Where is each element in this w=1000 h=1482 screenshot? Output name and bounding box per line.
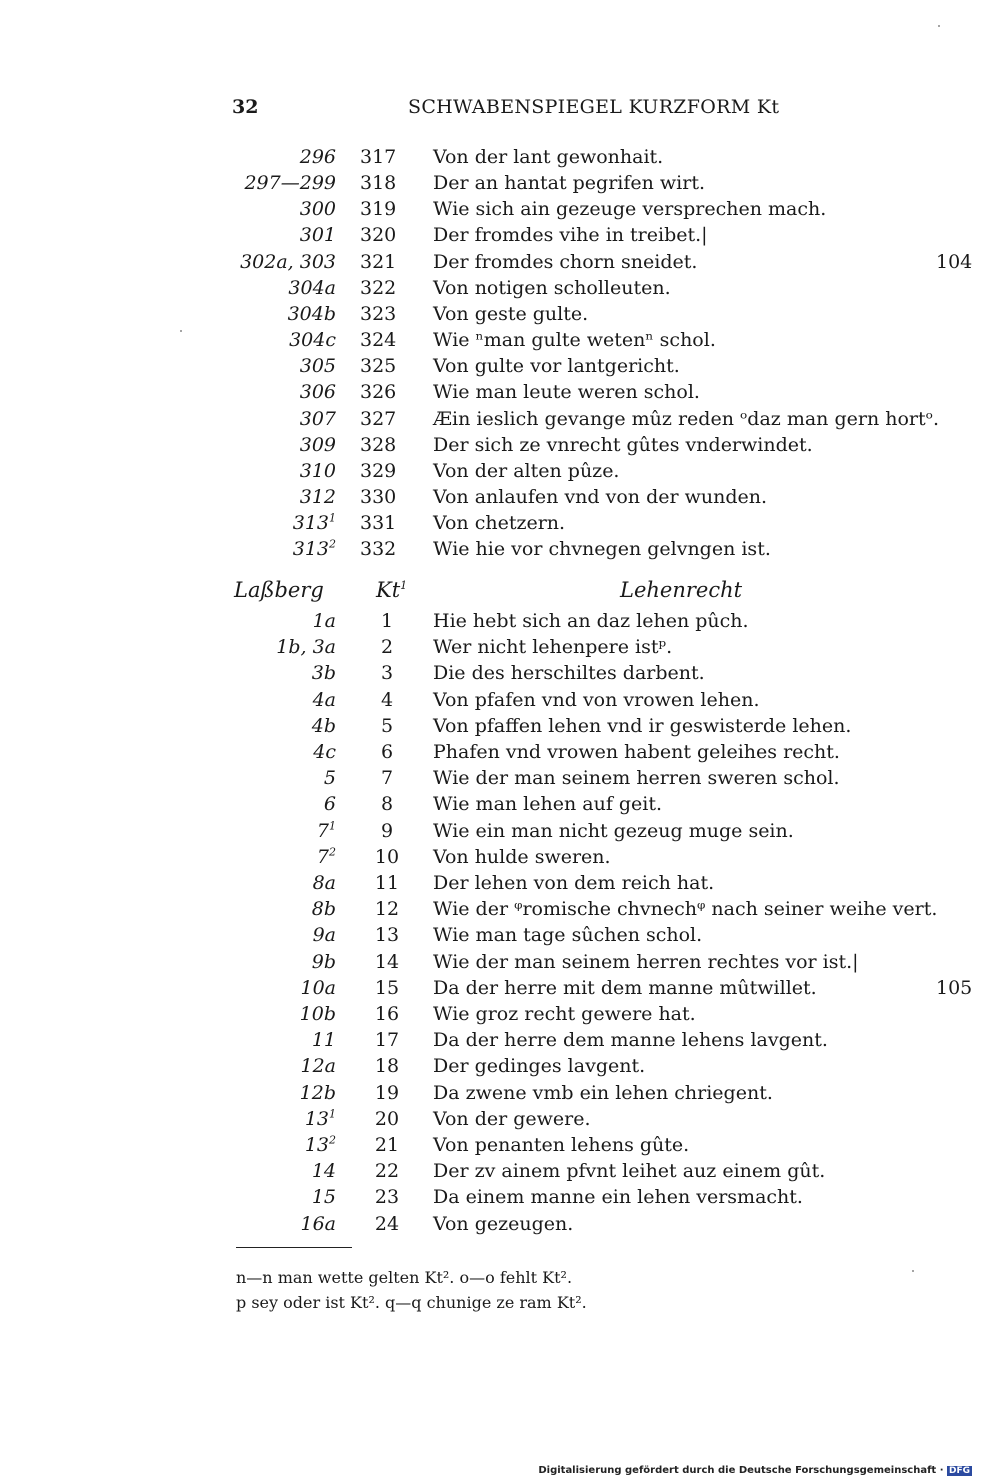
chapter-title: Der lehen von dem reich hat. [433, 872, 715, 894]
chapter-title: Da der herre dem manne lehens lavgent. [433, 1029, 828, 1052]
table-row [0, 846, 1000, 872]
table-row [0, 689, 1000, 715]
lassberg-ref: 306 [299, 381, 336, 404]
lassberg-ref: 309 [299, 433, 336, 456]
chapter-title: Von anlaufen vnd von der wunden. [433, 485, 768, 508]
lassberg-ref: 4b [311, 714, 336, 737]
column-heading-lassberg: Laßberg [234, 578, 324, 602]
footnote-divider [236, 1247, 352, 1248]
lassberg-ref: 10a [300, 976, 336, 999]
lassberg-ref: 304c [289, 329, 336, 352]
chapter-title: Von gulte vor lantgericht. [433, 355, 680, 378]
lassberg-ref: 312 [299, 485, 336, 508]
kt-number: 10 [374, 845, 400, 868]
lassberg-ref: 15 [311, 1186, 336, 1209]
table-row [0, 898, 1000, 924]
lassberg-ref: $313^1$ [292, 511, 336, 535]
lassberg-ref: 8b [311, 898, 336, 921]
table-row [0, 741, 1000, 767]
table-row [0, 872, 1000, 898]
chapter-title: Der gedinges lavgent. [433, 1055, 646, 1078]
kt-number: 19 [374, 1081, 400, 1104]
table-row [0, 512, 1000, 538]
chapter-title: Wie ⁿman gulte wetenⁿ schol. [433, 329, 716, 352]
lassberg-ref: 8a [312, 872, 336, 894]
table-row [0, 172, 1000, 198]
table-row [0, 636, 1000, 662]
dfg-logo-icon: DFG [948, 1466, 970, 1476]
table-row [0, 1213, 1000, 1239]
chapter-title: Von penanten lehens gûte. [433, 1134, 690, 1156]
kt-number: 22 [374, 1160, 400, 1183]
table-row [0, 924, 1000, 950]
chapter-title: Der fromdes chorn sneidet. [433, 250, 698, 273]
lassberg-ref: 9a [312, 924, 336, 947]
kt-number: 318 [360, 172, 397, 195]
table-row [0, 1108, 1000, 1134]
chapter-title: Hie hebt sich an daz lehen pûch. [433, 610, 749, 632]
kt-number: 325 [360, 355, 397, 378]
kt-number: 23 [374, 1186, 400, 1209]
lassberg-ref: $13^2$ [304, 1133, 336, 1156]
lassberg-ref: 1a [312, 610, 336, 632]
table-row [0, 662, 1000, 688]
chapter-title: Von der gewere. [433, 1107, 591, 1130]
table-row [0, 538, 1000, 564]
kt-number: 330 [360, 485, 397, 508]
lassberg-ref: 302a, 303 [240, 250, 336, 273]
kt-number: 14 [374, 950, 400, 973]
table-row [0, 951, 1000, 977]
running-head: SCHWABENSPIEGEL KURZFORM Kt [408, 96, 780, 118]
table-row [0, 381, 1000, 407]
kt-number: 6 [380, 741, 394, 763]
chapter-title: Phafen vnd vrowen habent geleihes recht. [433, 741, 840, 763]
table-row [0, 977, 1000, 1003]
lassberg-ref: 4a [312, 688, 336, 711]
kt-number: 8 [380, 793, 394, 816]
kt-number: 3 [380, 662, 394, 685]
chapter-title: Der an hantat pegrifen wirt. [433, 172, 706, 195]
table-row [0, 1055, 1000, 1081]
table-row [0, 198, 1000, 224]
lassberg-ref: 5 [323, 767, 336, 790]
kt-number: 321 [360, 250, 397, 273]
table-row [0, 793, 1000, 819]
lassberg-ref: 297—299 [244, 172, 336, 195]
kt-number: 326 [360, 381, 397, 404]
manuscript-folio-number: 105 [936, 976, 973, 999]
chapter-title: Von pfaffen lehen vnd ir geswisterde lehen. [433, 714, 852, 737]
table-row [0, 715, 1000, 741]
chapter-title: Von der alten pûze. [433, 459, 620, 482]
lassberg-ref: 304a [288, 276, 336, 299]
lassberg-ref: 10b [299, 1003, 336, 1025]
chapter-title: Wie der man seinem herren sweren schol. [433, 767, 840, 790]
chapter-title: Æin ieslich gevange mûz reden ᵒdaz man gern hortᵒ. [433, 407, 939, 430]
kt-number: 327 [360, 407, 397, 430]
chapter-title: Wie der man seinem herren rechtes vor ist.| [433, 950, 859, 973]
footer-text: Digitalisierung gefördert durch die Deutsche Forschungsgemeinschaft · [538, 1465, 944, 1476]
kt-number: 24 [374, 1212, 400, 1235]
lassberg-ref: 4c [313, 741, 336, 763]
kt-number: 5 [380, 714, 394, 737]
table-row [0, 1082, 1000, 1108]
chapter-title: Von gezeugen. [433, 1212, 574, 1235]
chapter-title: Von hulde sweren. [433, 845, 611, 868]
chapter-title: Da zwene vmb ein lehen chriegent. [433, 1081, 773, 1104]
lassberg-ref: $13^1$ [304, 1107, 336, 1130]
lassberg-ref: 6 [323, 793, 336, 816]
chapter-title: Wie sich ain gezeuge versprechen mach. [433, 198, 827, 221]
lassberg-ref: 300 [299, 198, 336, 221]
lassberg-ref: 1b, 3a [276, 636, 336, 659]
kt-number: 16 [374, 1003, 400, 1025]
chapter-title: Da einem manne ein lehen versmacht. [433, 1186, 803, 1209]
kt-number: 21 [374, 1134, 400, 1156]
kt-number: 322 [360, 276, 397, 299]
chapter-title: Wie man lehen auf geit. [433, 793, 663, 816]
chapter-title: Wie man tage sûchen schol. [433, 924, 703, 947]
column-heading-kt: Kt$^1$ [376, 578, 408, 602]
kt-number: 328 [360, 433, 397, 456]
chapter-title: Wer nicht lehenpere istᵖ. [433, 636, 673, 659]
kt-number: 11 [374, 872, 400, 894]
digitization-footer [538, 1465, 972, 1476]
table-row [0, 767, 1000, 793]
lassberg-ref: 307 [299, 407, 336, 430]
section-title-lehenrecht: Lehenrecht [620, 578, 743, 602]
chapter-title: Wie groz recht gewere hat. [433, 1003, 696, 1025]
chapter-title: Von der lant gewonhait. [433, 146, 664, 168]
manuscript-folio-number: 104 [936, 250, 973, 273]
kt-number: 329 [360, 459, 397, 482]
lassberg-ref: 301 [299, 224, 336, 247]
table-row [0, 277, 1000, 303]
table-row [0, 408, 1000, 434]
kt-number: 17 [374, 1029, 400, 1052]
table-row [0, 1003, 1000, 1029]
chapter-title: Wie hie vor chvnegen gelvngen ist. [433, 538, 771, 561]
kt-number: 20 [374, 1107, 400, 1130]
lassberg-ref: 14 [311, 1160, 336, 1183]
table-row [0, 224, 1000, 250]
lassberg-ref: 9b [311, 950, 336, 973]
table-row [0, 1186, 1000, 1212]
scan-speck [912, 1270, 914, 1272]
table-row [0, 1134, 1000, 1160]
kt-number: 2 [380, 636, 394, 659]
table-row [0, 355, 1000, 381]
table-row [0, 1029, 1000, 1055]
kt-number: 4 [380, 688, 394, 711]
kt-number: 331 [360, 512, 397, 535]
kt-number: 18 [374, 1055, 400, 1078]
kt-number: 332 [360, 538, 397, 561]
chapter-title: Wie man leute weren schol. [433, 381, 700, 404]
chapter-title: Der sich ze vnrecht gûtes vnderwindet. [433, 433, 813, 456]
lassberg-ref: 3b [311, 662, 336, 685]
lassberg-ref: 304b [287, 302, 336, 325]
chapter-title: Der zv ainem pfvnt leihet auz einem gût. [433, 1160, 826, 1183]
page-number: 32 [232, 96, 259, 118]
lassberg-ref: 12a [300, 1055, 336, 1078]
lassberg-ref: 310 [299, 459, 336, 482]
kt-number: 12 [374, 898, 400, 921]
lassberg-ref: $313^2$ [292, 537, 336, 561]
table-row [0, 820, 1000, 846]
kt-number: 15 [374, 976, 400, 999]
kt-number: 13 [374, 924, 400, 947]
lassberg-ref: $7^2$ [316, 845, 336, 868]
kt-number: 320 [360, 224, 397, 247]
lassberg-ref: 305 [299, 355, 336, 378]
kt-number: 1 [380, 610, 394, 632]
table-row [0, 146, 1000, 172]
table-row [0, 460, 1000, 486]
table-row [0, 434, 1000, 460]
kt-number: 324 [360, 329, 397, 352]
table-row [0, 251, 1000, 277]
footnote-line-2: p sey oder ist Kt². q—q chunige ze ram Kt². [236, 1293, 587, 1312]
lassberg-ref: 16a [300, 1212, 336, 1235]
chapter-title: Von notigen scholleuten. [433, 276, 671, 299]
chapter-title: Von pfafen vnd von vrowen lehen. [433, 688, 760, 711]
lassberg-ref: 11 [311, 1029, 336, 1052]
kt-number: 9 [380, 819, 394, 842]
lassberg-ref: $7^1$ [316, 819, 336, 842]
kt-number: 323 [360, 302, 397, 325]
scan-speck [938, 25, 940, 27]
chapter-title: Die des herschiltes darbent. [433, 662, 705, 685]
chapter-title: Von chetzern. [433, 512, 566, 535]
footnote-line-1: n—n man wette gelten Kt². o—o fehlt Kt². [236, 1268, 573, 1287]
table-row [0, 329, 1000, 355]
scan-speck [180, 330, 182, 332]
chapter-title: Der fromdes vihe in treibet.| [433, 224, 708, 247]
chapter-title: Wie ein man nicht gezeug muge sein. [433, 819, 794, 842]
kt-number: 7 [380, 767, 394, 790]
table-row [0, 303, 1000, 329]
kt-number: 319 [360, 198, 397, 221]
chapter-title: Von geste gulte. [433, 302, 589, 325]
table-row [0, 486, 1000, 512]
kt-number: 317 [360, 146, 397, 168]
chapter-title: Wie der ᵠromische chvnechᵠ nach seiner weihe vert. [433, 898, 938, 921]
lassberg-ref: 12b [299, 1081, 336, 1104]
table-row [0, 1160, 1000, 1186]
table-row [0, 610, 1000, 636]
chapter-title: Da der herre mit dem manne mûtwillet. [433, 976, 817, 999]
lassberg-ref: 296 [299, 146, 336, 168]
